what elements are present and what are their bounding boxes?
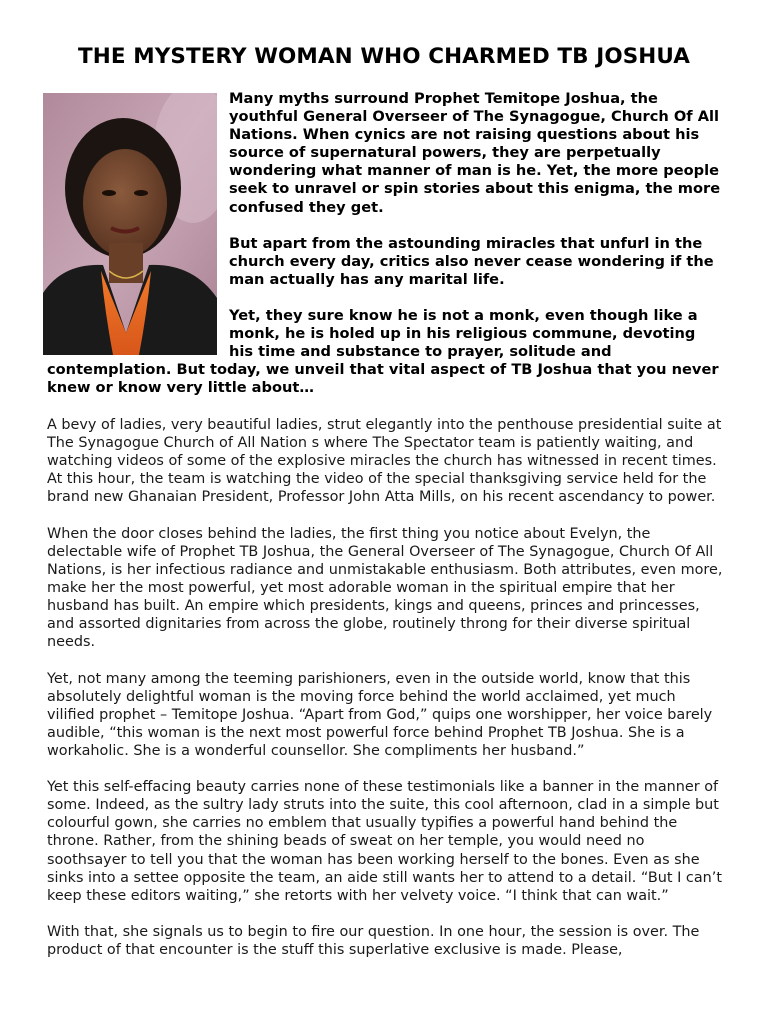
- intro-paragraph: But apart from the astounding miracles that unfurl in the church every day, critics also never cease wondering if the man actually has any marital life.: [229, 234, 714, 288]
- intro-section: [47, 90, 723, 415]
- body-paragraph: A bevy of ladies, very beautiful ladies, strut elegantly into the penthouse presidential suite at The Synagogue Church of All Nation s where The Spectator team is patiently waiting, and watching videos of some of the explosive miracles the church has witnessed in recent times. At this hour, the team is watching the video of the special thanksgiving service held for the brand new Ghanaian President, Professor John Atta Mills, on his recent ascendancy to power.: [47, 417, 722, 506]
- photo-wrap-spacer: [47, 90, 229, 352]
- intro-paragraph: Yet, they sure know he is not a monk, even though like a monk, he is holed up in his religious commune, devoting his time and substance to prayer, solitude and contemplation. But today, we unveil that vital aspect of TB Joshua that you never knew or know very little about…: [47, 306, 719, 397]
- body-paragraph: Yet, not many among the teeming parishioners, even in the outside world, know that this absolutely delightful woman is the moving force behind the world acclaimed, yet much vilified prophet – Temitope Joshua. “Apart from God,” quips one worshipper, her voice barely audible, “this woman is the next most powerful force behind Prophet TB Joshua. She is a workaholic. She is a wonderful counsellor. She compliments her husband.”: [47, 670, 713, 759]
- article-title: THE MYSTERY WOMAN WHO CHARMED TB JOSHUA: [77, 44, 691, 69]
- article-body: [47, 416, 723, 977]
- body-paragraph: When the door closes behind the ladies, the first thing you notice about Evelyn, the delectable wife of Prophet TB Joshua, the General Overseer of The Synagogue, Church Of All Nations, is her infectious radiance and unmistakable enthusiasm. Both attributes, even more, make her the most powerful, yet most adorable woman in the spiritual empire that her husband has built. An empire which presidents, kings and queens, princes and princesses, and assorted dignitaries from across the globe, routinely throng for their diverse spiritual needs.: [47, 525, 723, 651]
- intro-paragraph: Many myths surround Prophet Temitope Joshua, the youthful General Overseer of The Synagogue, Church Of All Nations. When cynics are not raising questions about his source of supernatural powers, they are perpetually wondering what manner of man is he. Yet, the more people seek to unravel or spin stories about this enigma, the more confused they get.: [229, 90, 721, 216]
- body-paragraph: Yet this self-effacing beauty carries none of these testimonials like a banner in the manner of some. Indeed, as the sultry lady struts into the suite, this cool afternoon, clad in a simple but colourful gown, she carries no emblem that usually typifies a powerful hand behind the throne. Rather, from the shining beads of sweat on her temple, you would need no soothsayer to tell you that the woman has been working herself to the bones. Even as she sinks into a settee opposite the team, an aide still wants her to attend to a detail. “But I can’t keep these editors waiting,” she retorts with her velvety voice. “I think that can wait.”: [47, 779, 723, 904]
- body-paragraph: With that, she signals us to begin to fire our question. In one hour, the session is over. The product of that encounter is the stuff this superlative exclusive is made. Please,: [47, 924, 700, 959]
